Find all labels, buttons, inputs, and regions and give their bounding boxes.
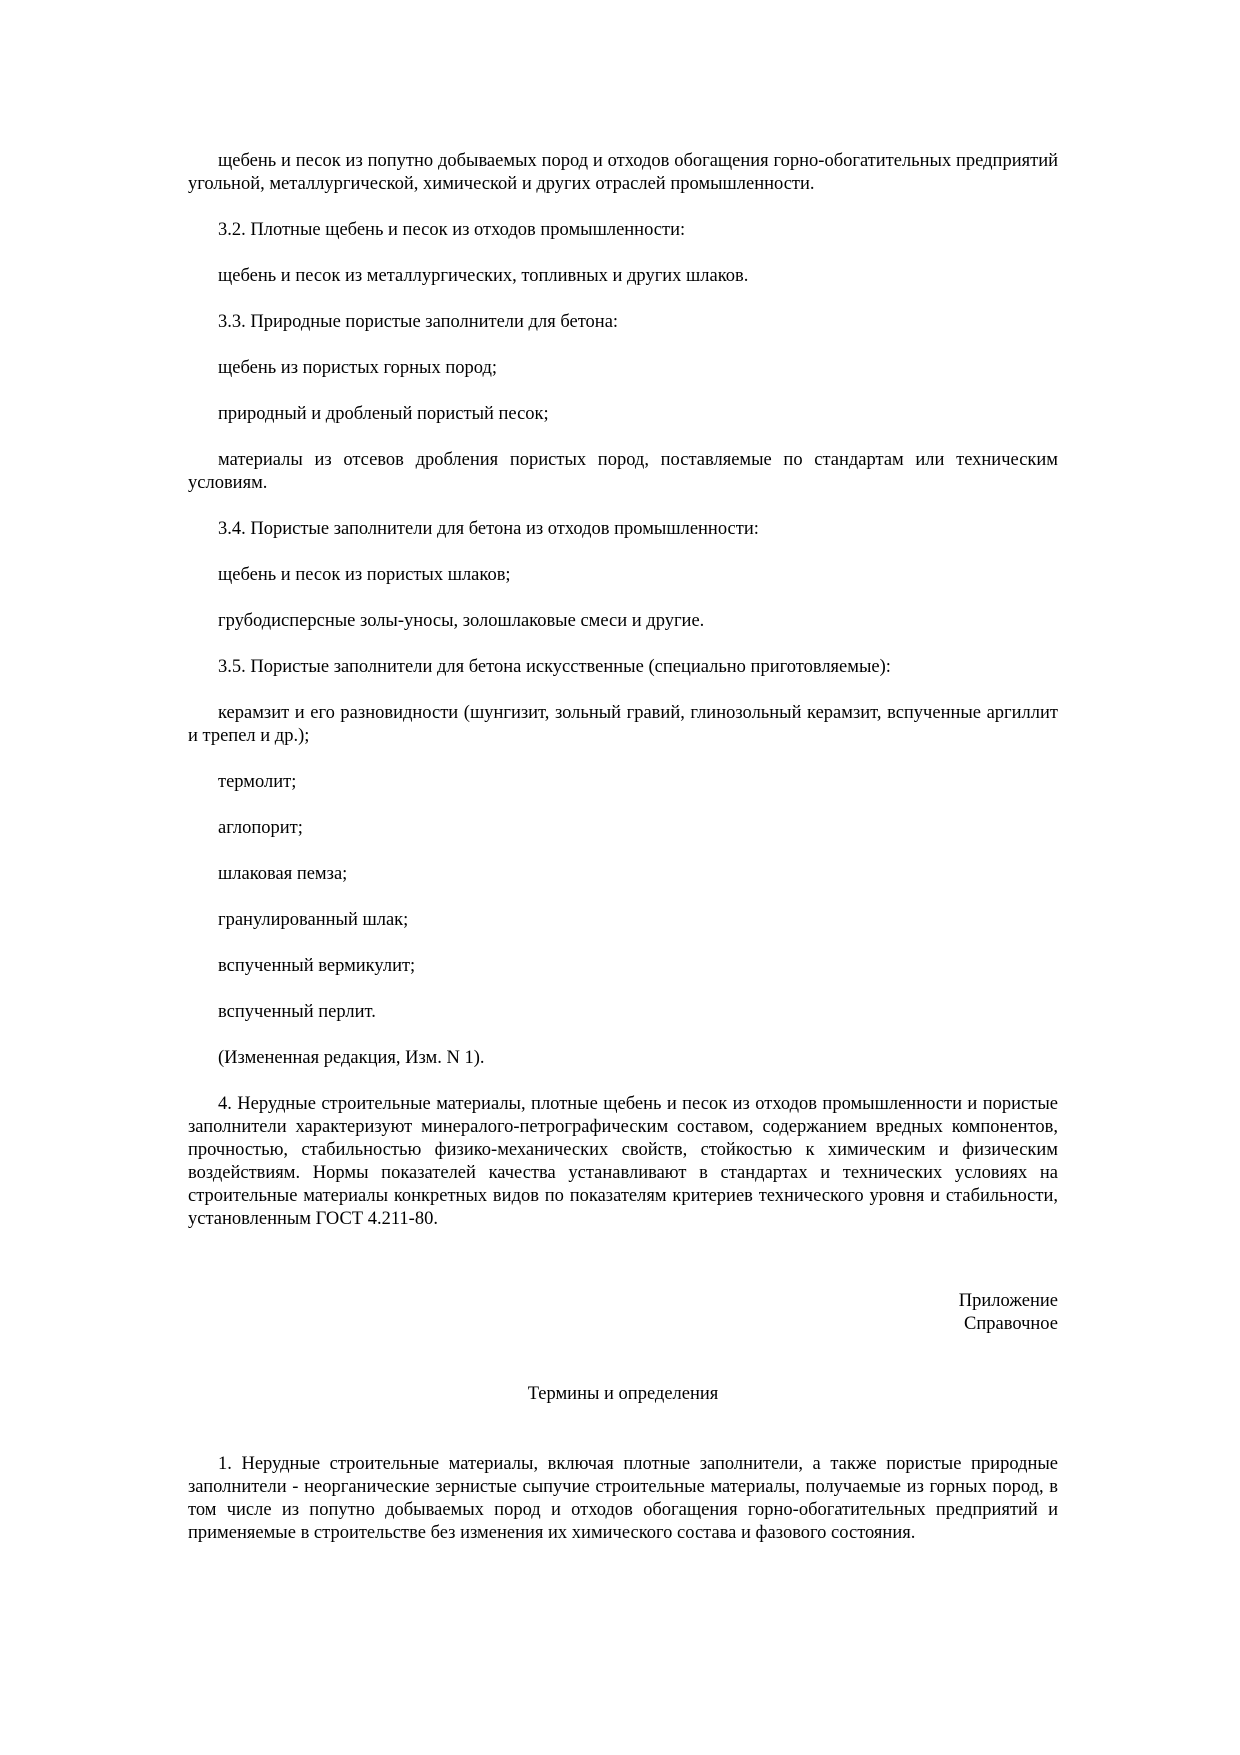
- paragraph-3-4-heading: 3.4. Пористые заполнители для бетона из отходов промышленности:: [218, 519, 759, 539]
- paragraph-porous-slags: щебень и песок из пористых шлаков;: [218, 565, 511, 585]
- paragraph-4-quality: 4. Нерудные строительные материалы, плотные щебень и песок из отходов промышленности и пористые заполнители характеризуют минералого-петрографическим составом, содержанием вредных компонентов, прочностью, стабильностью физико-механических свойств, стойкостью к химическим и физическим воздействиям. Нормы показателей качества устанавливают в стандартах и технических условиях на строительные материалы конкретных видов по показателям критериев технического уровня и стабильности, установленным ГОСТ 4.211-80.: [188, 1094, 1058, 1229]
- paragraph-crushed-stone-byproduct: щебень и песок из попутно добываемых пород и отходов обогащения горно-обогатительных предприятий угольной, металлургической, химической и других отраслей промышленности.: [188, 151, 1058, 194]
- appendix-type: Справочное: [964, 1314, 1058, 1334]
- appendix-header: [188, 1290, 1058, 1336]
- body-text: [188, 150, 1058, 1231]
- paragraph-slag-pumice: шлаковая пемза;: [218, 864, 348, 884]
- term-item: 1. Нерудные строительные материалы, включая плотные заполнители, а также пористые природные заполнители - неорганические зернистые сыпучие строительные материалы, получаемые из горных пород, в том числе из попутно добываемых пород и отходов обогащения горно-обогатительных предприятий и применяемые в строительстве без изменения их химического состава и фазового состояния.: [188, 1454, 1058, 1543]
- paragraph-metallurgical-slags: щебень и песок из металлургических, топливных и других шлаков.: [218, 266, 749, 286]
- section-title: Термины и определения: [527, 1384, 719, 1404]
- paragraph-porous-sand: природный и дробленый пористый песок;: [218, 404, 549, 424]
- terms-list: [188, 1453, 1058, 1545]
- paragraph-fly-ash: грубодисперсные золы-уносы, золошлаковые смеси и другие.: [218, 611, 705, 631]
- paragraph-expanded-clay: керамзит и его разновидности (шунгизит, зольный гравий, глинозольный керамзит, вспученные аргиллит и трепел и др.);: [188, 703, 1058, 746]
- document-page: [188, 150, 1058, 1568]
- paragraph-amendment-note: (Измененная редакция, Изм. N 1).: [218, 1048, 485, 1068]
- paragraph-thermolite: термолит;: [218, 772, 297, 792]
- paragraph-perlite: вспученный перлит.: [218, 1002, 376, 1022]
- appendix-label: Приложение: [958, 1291, 1058, 1311]
- paragraph-granulated-slag: гранулированный шлак;: [218, 910, 409, 930]
- paragraph-3-5-heading: 3.5. Пористые заполнители для бетона искусственные (специально приготовляемые):: [218, 657, 891, 677]
- paragraph-3-2-heading: 3.2. Плотные щебень и песок из отходов промышленности:: [218, 220, 686, 240]
- paragraph-porous-rock-crushed-stone: щебень из пористых горных пород;: [218, 358, 498, 378]
- paragraph-screenings: материалы из отсевов дробления пористых пород, поставляемые по стандартам или техническим условиям.: [188, 450, 1058, 493]
- paragraph-3-3-heading: 3.3. Природные пористые заполнители для бетона:: [218, 312, 619, 332]
- paragraph-agloporite: аглопорит;: [218, 818, 303, 838]
- paragraph-vermiculite: вспученный вермикулит;: [218, 956, 416, 976]
